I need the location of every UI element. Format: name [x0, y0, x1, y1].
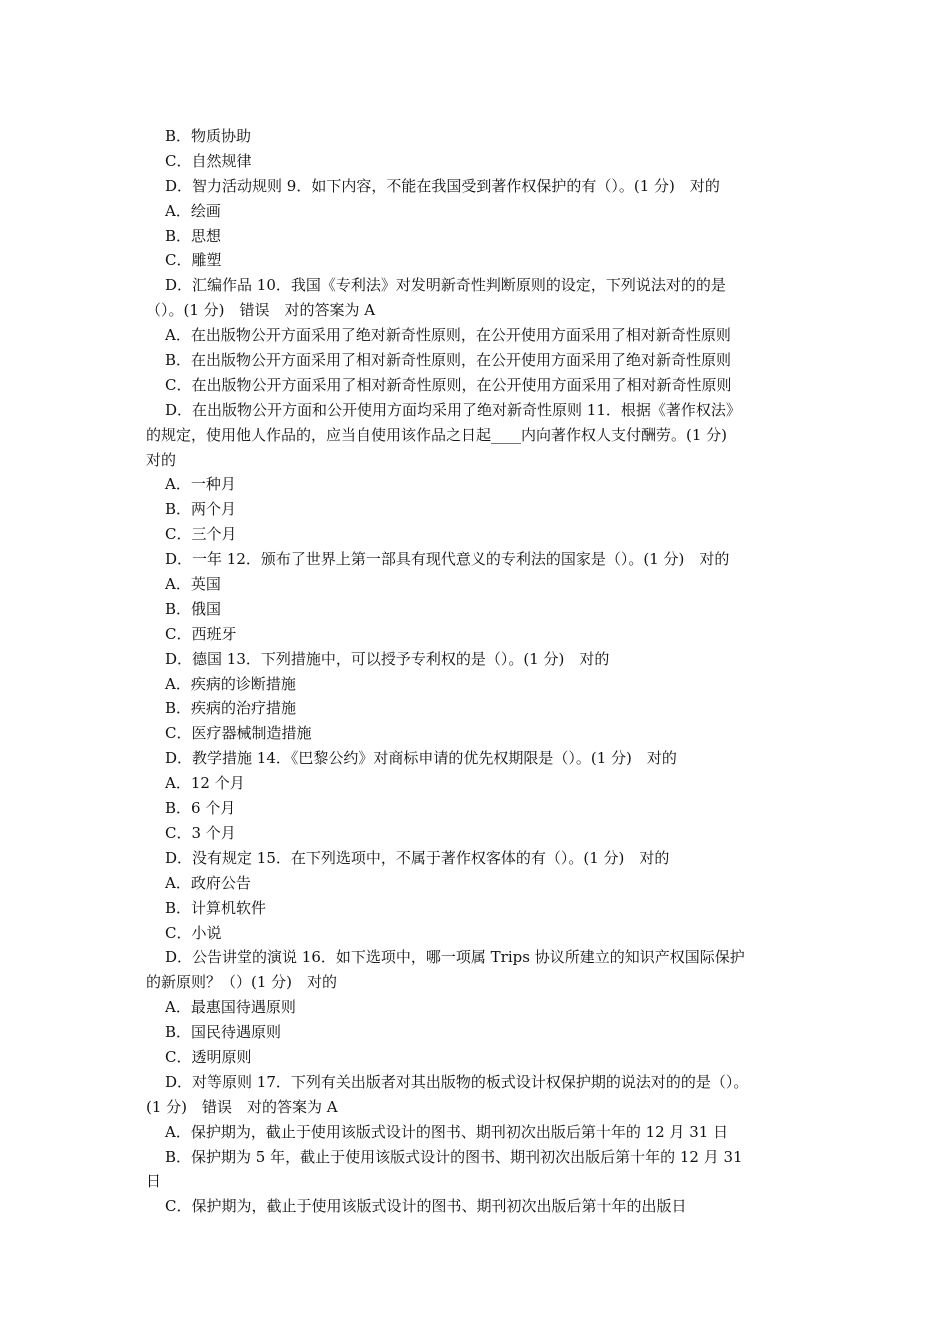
text-line: C．小说	[165, 923, 222, 942]
text-line: C．自然规律	[165, 151, 252, 170]
text-line: A．绘画	[165, 201, 221, 220]
text-line: 对的	[146, 450, 177, 469]
text-line: C．雕塑	[165, 251, 222, 270]
text-line: B．思想	[165, 226, 222, 245]
text-line: 的新原则？（）(1 分) 对的	[146, 973, 338, 992]
text-line: A．最惠国待遇原则	[165, 998, 296, 1017]
text-line: B．计算机软件	[165, 898, 267, 917]
text-line: （）。(1 分) 错误 对的答案为 A	[146, 301, 376, 320]
text-line: B．6 个月	[165, 799, 236, 818]
text-line: C．在出版物公开方面采用了相对新奇性原则，在公开使用方面采用了相对新奇性原则	[165, 375, 732, 394]
text-line: B．在出版物公开方面采用了相对新奇性原则，在公开使用方面采用了绝对新奇性原则	[165, 351, 732, 370]
text-line: A．12 个月	[165, 774, 245, 793]
text-line: C．保护期为，截止于使用该版式设计的图书、期刊初次出版后第十年的出版日	[165, 1197, 687, 1216]
text-line: D．公告讲堂的演说 16．如下选项中，哪一项属 Trips 协议所建立的知识产权国际保护	[165, 948, 745, 967]
document-body	[146, 124, 814, 1219]
text-line: C．透明原则	[165, 1047, 252, 1066]
text-line: A．英国	[165, 575, 221, 594]
text-line: B．国民待遇原则	[165, 1023, 282, 1042]
text-line: C．3 个月	[165, 823, 236, 842]
text-line: B．物质协助	[165, 127, 252, 145]
text-line: C．西班牙	[165, 624, 237, 643]
text-line: B．两个月	[165, 500, 237, 519]
text-line: D．对等原则 17．下列有关出版者对其出版物的板式设计权保护期的说法对的的是（）。	[165, 1072, 749, 1091]
text-line: (1 分) 错误 对的答案为 A	[146, 1097, 338, 1116]
text-line: D．在出版物公开方面和公开使用方面均采用了绝对新奇性原则 11．根据《著作权法》	[165, 400, 741, 419]
text-line: A．一种月	[165, 475, 236, 494]
text-line: A．政府公告	[165, 873, 251, 892]
text-line: D．教学措施 14．《巴黎公约》对商标申请的优先权期限是（）。(1 分) 对的	[165, 749, 677, 768]
text-line: B．俄国	[165, 599, 222, 618]
text-line: D．汇编作品 10．我国《专利法》对发明新奇性判断原则的设定，下列说法对的的是	[165, 276, 726, 295]
text-line: A．保护期为，截止于使用该版式设计的图书、期刊初次出版后第十年的 12 月 31 日	[165, 1122, 729, 1141]
text-line: D．德国 13．下列措施中，可以授予专利权的是（）。(1 分) 对的	[165, 649, 610, 668]
text-line: B．保护期为 5 年，截止于使用该版式设计的图书、期刊初次出版后第十年的 12 月 31	[165, 1147, 743, 1166]
text-line: 日	[146, 1172, 162, 1191]
text-line: D．没有规定 15．在下列选项中，不属于著作权客体的有（）。(1 分) 对的	[165, 848, 670, 867]
text-line: A．在出版物公开方面采用了绝对新奇性原则，在公开使用方面采用了相对新奇性原则	[165, 326, 731, 345]
text-line: A．疾病的诊断措施	[165, 674, 296, 693]
text-line: D．一年 12．颁布了世界上第一部具有现代意义的专利法的国家是（）。(1 分) 对的	[165, 550, 730, 569]
text-line: C．三个月	[165, 525, 237, 544]
text-line: 的规定，使用他人作品的，应当自使用该作品之日起____内向著作权人支付酬劳。(1 分)	[146, 425, 728, 444]
text-line: D．智力活动规则 9．如下内容，不能在我国受到著作权保护的有（）。(1 分) 对的	[165, 176, 720, 195]
text-line: B．疾病的治疗措施	[165, 699, 297, 718]
text-line: C．医疗器械制造措施	[165, 724, 312, 743]
